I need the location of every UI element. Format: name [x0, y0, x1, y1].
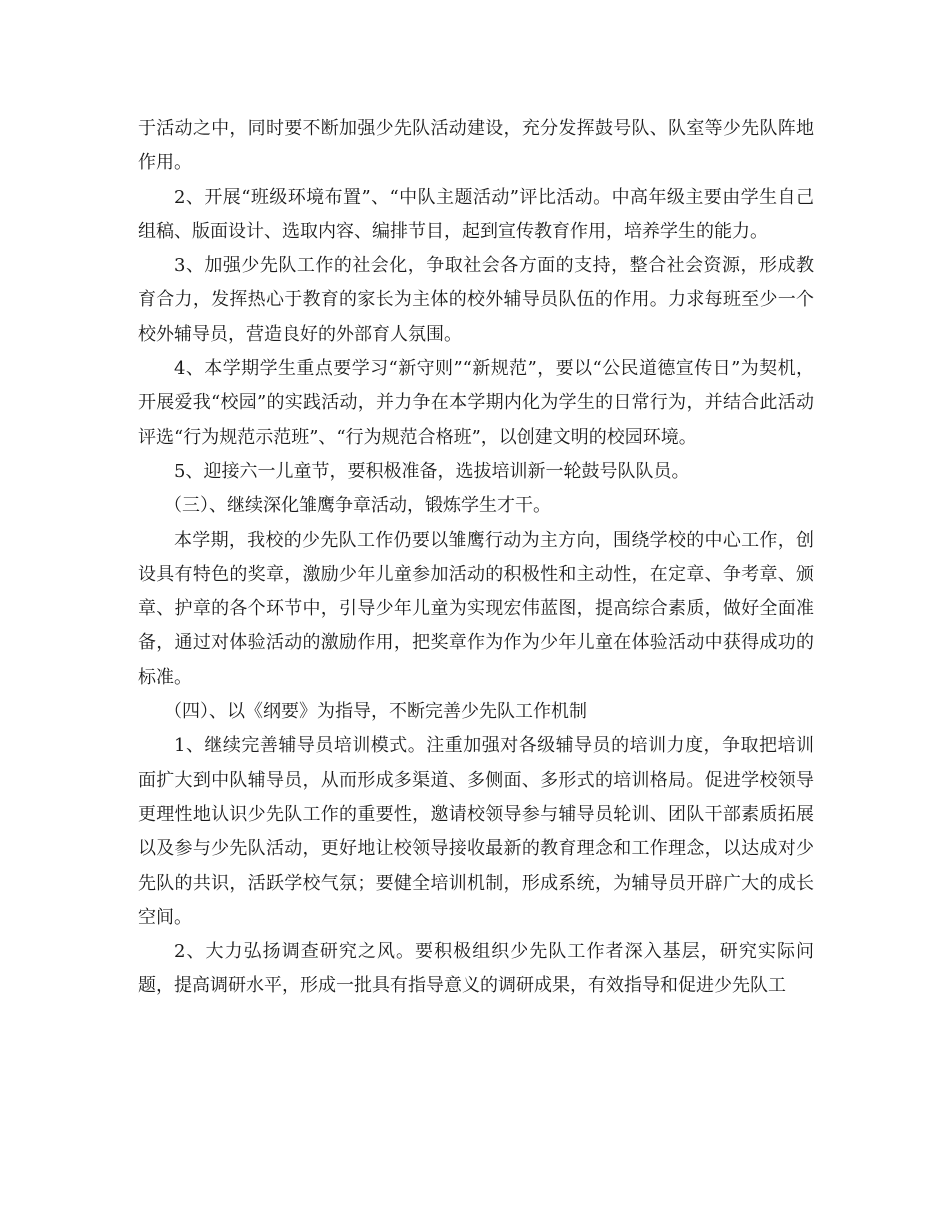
paragraph-section-4-item-2: 2、大力弘扬调查研究之风。要积极组织少先队工作者深入基层，研究实际问题，提高调研水平，形成一批具有指导意义的调研成果，有效指导和促进少先队工: [138, 941, 814, 997]
paragraph-item-5: 5、迎接六一儿童节，要积极准备，选拔培训新一轮鼓号队队员。: [174, 460, 690, 482]
paragraph-continuation: 于活动之中，同时要不断加强少先队活动建设，充分发挥鼓号队、队室等少先队阵地作用。: [138, 118, 814, 174]
paragraph-item-3: 3、加强少先队工作的社会化，争取社会各方面的支持，整合社会资源，形成教育合力，发挥热心于教育的家长为主体的校外辅导员队伍的作用。力求每班至少一个校外辅导员，营造良好的外部育人氛围。: [138, 255, 814, 345]
paragraph-item-4: 4、本学期学生重点要学习“新守则”“新规范”，要以“公民道德宣传日”为契机，开展爱我“校园”的实践活动，并力争在本学期内化为学生的日常行为，并结合此活动评选“行为规范示范班”、“行为规范合格班”，以创建文明的校园环境。: [138, 358, 814, 448]
document-body: [138, 112, 814, 1004]
section-heading-4: （四）、以《纲要》为指导，不断完善少先队工作机制: [164, 701, 587, 723]
paragraph-section-4-item-1: 1、继续完善辅导员培训模式。注重加强对各级辅导员的培训力度，争取把培训面扩大到中队辅导员，从而形成多渠道、多侧面、多形式的培训格局。促进学校领导更理性地认识少先队工作的重要性，邀请校领导参与辅导员轮训、团队干部素质拓展以及参与少先队活动，更好地让校领导接收最新的教育理念和工作理念，以达成对少先队的共识，活跃学校气氛；要健全培训机制，形成系统，为辅导员开辟广大的成长空间。: [138, 735, 814, 928]
paragraph-item-2: 2、开展“班级环境布置”、“中队主题活动”评比活动。中高年级主要由学生自己组稿、版面设计、选取内容、编排节目，起到宣传教育作用，培养学生的能力。: [138, 186, 814, 242]
section-heading-3: （三）、继续深化雏鹰争章活动，锻炼学生才干。: [164, 495, 551, 517]
paragraph-section-3-body: 本学期，我校的少先队工作仍要以雏鹰行动为主方向，围绕学校的中心工作，创设具有特色的奖章，激励少年儿童参加活动的积极性和主动性，在定章、争考章、颁章、护章的各个环节中，引导少年儿童为实现宏伟蓝图，提高综合素质，做好全面准备，通过对体验活动的激励作用，把奖章作为作为少年儿童在体验活动中获得成功的标准。: [138, 529, 814, 688]
